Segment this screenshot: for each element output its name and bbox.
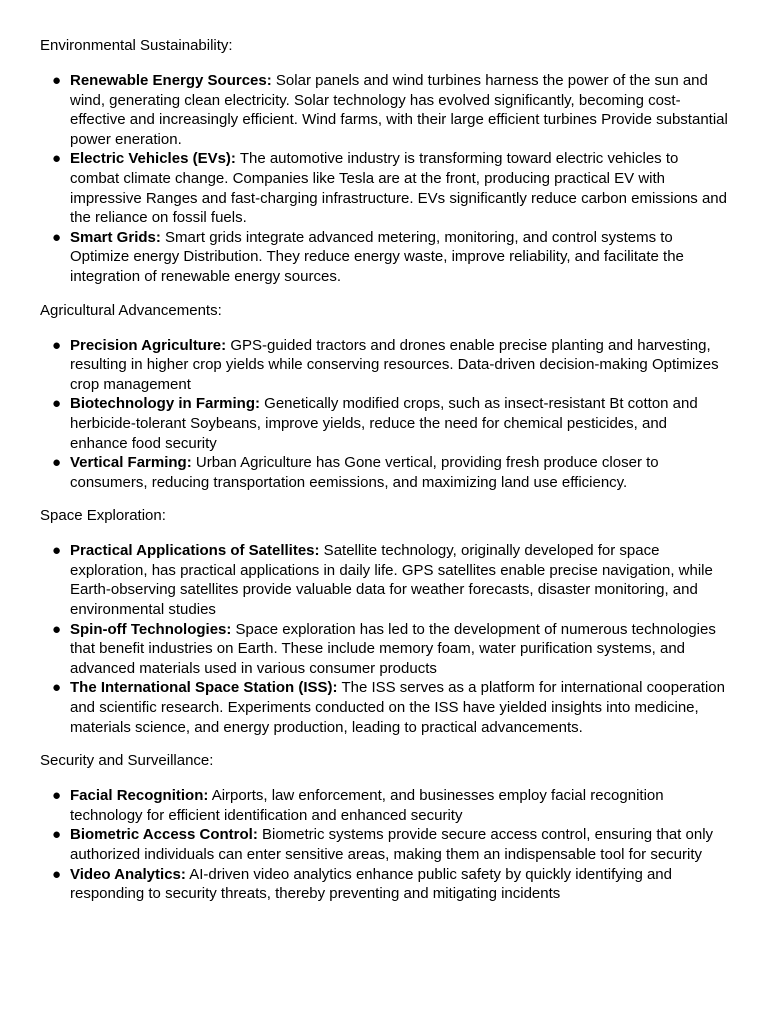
item-text: Airports, law enforcement, and businesses employ facial recognition technology for efficient identification and enhanced security [70, 787, 664, 824]
section-title: Space Exploration: [40, 507, 166, 525]
item-text: Solar panels and wind turbines harness the power of the sun and wind, generating clean electricity. Solar technology has evolved significantly, becoming cost-effective and increasingly efficient. Wind farms, with their large efficient turbines Provide substantial power eneration. [70, 72, 728, 148]
item-text: GPS-guided tractors and drones enable precise planting and harvesting, resulting in higher crop yields while conserving resources. Data-driven decision-making Optimizes crop management [70, 336, 719, 393]
bullet-icon: ● [52, 72, 62, 89]
bullet-icon: ● [52, 150, 62, 168]
bullet-list [40, 541, 728, 737]
bullet-icon: ● [52, 454, 62, 472]
list-item [52, 228, 728, 287]
item-text: AI-driven video analytics enhance public safety by quickly identifying and responding to security threats, thereby preventing and mitigating incidents [70, 865, 672, 903]
section-agricultural-advancements [40, 301, 728, 493]
item-title: Smart Grids: [70, 228, 161, 246]
list-item [52, 865, 728, 904]
item-text: Satellite technology, originally developed for space exploration, has practical applications in daily life. GPS satellites enable precise navigation, while Earth-observing satellites provide valuable data for weather forecasts, disaster monitoring, and environmental studies [70, 542, 713, 619]
item-text: Biometric systems provide secure access control, ensuring that only authorized individuals can enter sensitive areas, making them an indispensable tool for security [70, 826, 714, 863]
bullet-icon: ● [52, 679, 62, 697]
section-environmental-sustainability [40, 36, 728, 287]
item-text: Genetically modified crops, such as insect-resistant Bt cotton and herbicide-tolerant Soybeans, improve yields, reduce the need for chemical pesticides, and enhance food security [70, 395, 698, 452]
item-title: Biotechnology in Farming: [70, 395, 260, 413]
section-title: Environmental Sustainability: [40, 37, 233, 54]
item-title: Renewable Energy Sources: [70, 72, 272, 89]
item-text: The automotive industry is transforming toward electric vehicles to combat climate change. Companies like Tesla are at the front, producing practical EV with impressive Ranges and fast-charging infrastructure. EVs significantly reduce carbon emissions and the reliance on fossil fuels. [70, 150, 727, 227]
item-title: Spin-off Technologies: [70, 620, 232, 638]
list-item [52, 620, 728, 679]
list-item [52, 541, 728, 619]
list-item [52, 678, 728, 737]
bullet-list [40, 71, 728, 287]
bullet-list [40, 786, 728, 904]
item-text: Smart grids integrate advanced metering, monitoring, and control systems to Optimize energy Distribution. They reduce energy waste, improve reliability, and facilitate the integration of renewable energy sources. [70, 228, 684, 285]
item-title: Vertical Farming: [70, 454, 192, 472]
item-title: Biometric Access Control: [70, 826, 258, 844]
section-space-exploration [40, 506, 728, 737]
list-item [52, 149, 728, 227]
bullet-icon: ● [52, 620, 62, 638]
bullet-icon: ● [52, 865, 62, 883]
section-title: Agricultural Advancements: [40, 301, 222, 319]
section-security-and-surveillance [40, 751, 728, 904]
bullet-icon: ● [52, 395, 62, 413]
list-item [52, 825, 728, 864]
list-item [52, 453, 728, 492]
list-item [52, 786, 728, 825]
item-title: Video Analytics: [70, 865, 186, 883]
list-item [52, 336, 728, 395]
list-item [52, 394, 728, 453]
item-title: Facial Recognition: [70, 787, 209, 805]
item-title: Precision Agriculture: [70, 336, 227, 354]
item-title: Electric Vehicles (EVs): [70, 150, 236, 168]
item-text: Urban Agriculture has Gone vertical, providing fresh produce closer to consumers, reducing transportation eemissions, and maximizing land use efficiency. [70, 454, 659, 491]
item-text: Space exploration has led to the development of numerous technologies that benefit industries on Earth. These include memory foam, water purification systems, and advanced materials used in various consumer products [70, 620, 716, 677]
item-text: The ISS serves as a platform for international cooperation and scientific research. Experiments conducted on the ISS have yielded insights into medicine, materials science, and energy production, leading to practical advancements. [70, 679, 725, 736]
list-item [52, 71, 728, 149]
item-title: The International Space Station (ISS): [70, 679, 338, 697]
section-title: Security and Surveillance: [40, 752, 214, 770]
bullet-icon: ● [52, 228, 62, 246]
bullet-icon: ● [52, 787, 62, 805]
bullet-list [40, 336, 728, 493]
bullet-icon: ● [52, 336, 62, 354]
bullet-icon: ● [52, 542, 62, 560]
item-title: Practical Applications of Satellites: [70, 542, 320, 560]
bullet-icon: ● [52, 826, 62, 844]
